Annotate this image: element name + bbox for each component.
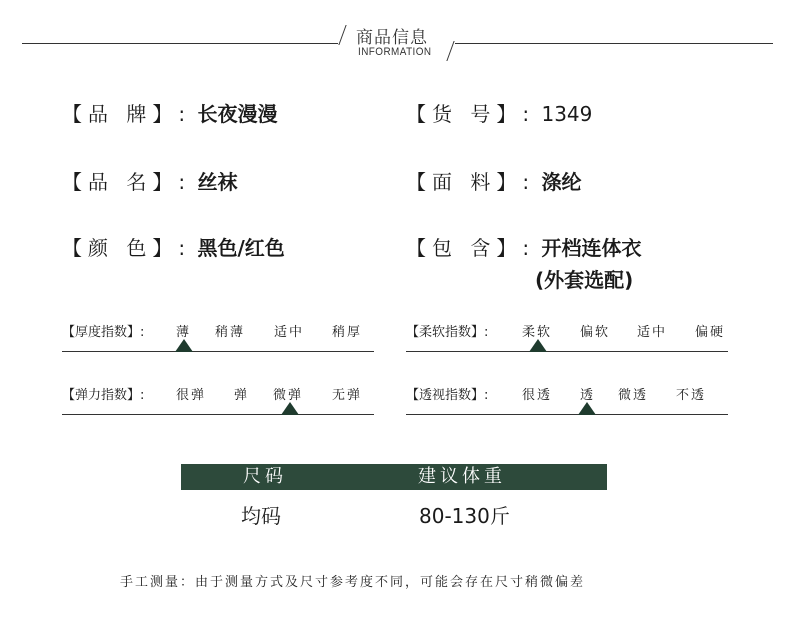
softness-marker <box>529 339 547 352</box>
transparency-option: 不透 <box>676 388 707 403</box>
header-rule-left <box>22 43 338 44</box>
elasticity-option: 弹 <box>234 388 250 403</box>
header-title: 商品信息 <box>356 28 428 48</box>
size-value: 均码 <box>241 504 281 528</box>
header-slash-right <box>446 41 454 61</box>
name-row <box>62 166 237 195</box>
includes-value-1: 开档连体衣 <box>541 236 642 260</box>
item-no-value: 1349 <box>541 102 593 126</box>
header-subtitle: INFORMATION <box>358 46 432 58</box>
thickness-scale-line <box>62 351 374 352</box>
brand-label: 【品 牌】: <box>62 102 192 126</box>
softness-option: 偏软 <box>580 325 611 340</box>
includes-row <box>406 232 641 261</box>
elasticity-option: 微弹 <box>273 388 304 403</box>
includes-label: 【包 含】: <box>406 236 536 260</box>
elasticity-scale-label: 【弹力指数】: <box>62 388 145 403</box>
thickness-option: 稍厚 <box>332 325 363 340</box>
weight-value: 80-130斤 <box>419 504 510 528</box>
fabric-row <box>406 166 581 195</box>
fabric-label: 【面 料】: <box>406 170 536 194</box>
color-label: 【颜 色】: <box>62 236 192 260</box>
transparency-scale-line <box>406 414 728 415</box>
thickness-scale-label: 【厚度指数】: <box>62 325 145 340</box>
transparency-option: 很透 <box>522 388 553 403</box>
thickness-option: 薄 <box>176 325 192 340</box>
color-value: 黑色/红色 <box>197 236 285 260</box>
measurement-footnote: 手工测量：由于测量方式及尺寸参考度不同，可能会存在尺寸稍微偏差 <box>120 575 586 590</box>
thickness-option: 稍薄 <box>215 325 246 340</box>
header-rule-right <box>455 43 773 44</box>
softness-scale-label: 【柔软指数】: <box>406 325 489 340</box>
softness-scale-line <box>406 351 728 352</box>
fabric-value: 涤纶 <box>541 170 582 194</box>
item-no-label: 【货 号】: <box>406 102 536 126</box>
transparency-option: 微透 <box>618 388 649 403</box>
transparency-marker <box>578 402 596 415</box>
header-slash-left <box>338 25 346 45</box>
item-no-row <box>406 98 592 127</box>
thickness-marker <box>175 339 193 352</box>
name-value: 丝袜 <box>197 170 238 194</box>
weight-header: 建议体重 <box>418 466 506 487</box>
transparency-scale-label: 【透视指数】: <box>406 388 489 403</box>
softness-option: 柔软 <box>522 325 553 340</box>
thickness-option: 适中 <box>274 325 305 340</box>
size-header: 尺码 <box>243 466 287 487</box>
transparency-option: 透 <box>580 388 596 403</box>
elasticity-marker <box>281 402 299 415</box>
softness-option: 偏硬 <box>695 325 726 340</box>
includes-value-2: (外套选配) <box>535 268 634 292</box>
color-row <box>62 232 285 261</box>
elasticity-option: 很弹 <box>176 388 207 403</box>
elasticity-option: 无弹 <box>332 388 363 403</box>
includes-row-2 <box>535 264 633 293</box>
softness-option: 适中 <box>637 325 668 340</box>
elasticity-scale-line <box>62 414 374 415</box>
brand-value: 长夜漫漫 <box>197 102 278 126</box>
brand-row <box>62 98 277 127</box>
name-label: 【品 名】: <box>62 170 192 194</box>
